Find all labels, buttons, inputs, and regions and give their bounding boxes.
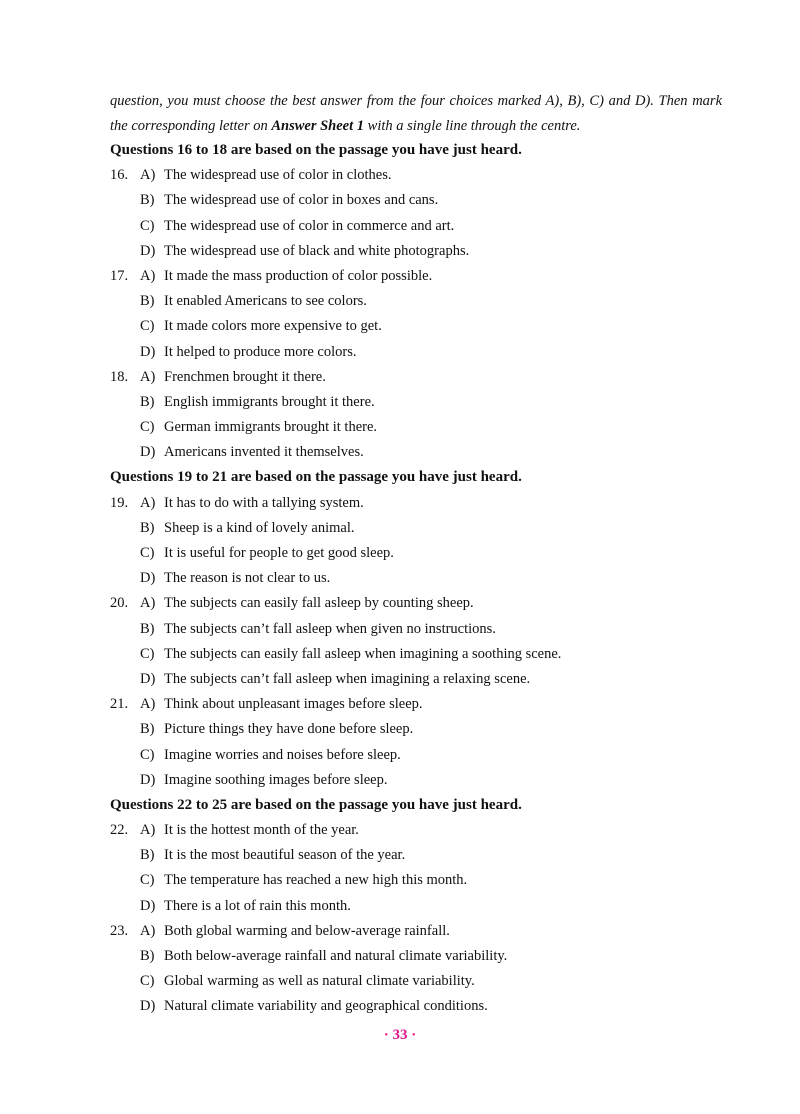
- option-d: [110, 768, 722, 793]
- question-21: [110, 692, 722, 717]
- option-letter: B): [140, 721, 155, 738]
- option-text: Frenchmen brought it there.: [164, 368, 326, 385]
- option-c: [110, 969, 722, 994]
- option-letter: B): [140, 519, 155, 536]
- section-heading: Questions 16 to 18 are based on the passage you have just heard.: [110, 142, 522, 158]
- section-heading: Questions 22 to 25 are based on the passage you have just heard.: [110, 796, 522, 813]
- option-text: Natural climate variability and geographical conditions.: [164, 998, 488, 1015]
- answer-sheet-ref: Answer Sheet 1: [271, 118, 365, 134]
- option-d: [110, 440, 722, 465]
- option-c: [110, 743, 722, 768]
- option-c: [110, 868, 722, 893]
- option-letter: D): [140, 570, 156, 587]
- question-number: 19.: [110, 494, 129, 511]
- option-text: There is a lot of rain this month.: [164, 897, 351, 914]
- option-letter: D): [140, 998, 156, 1015]
- option-b: [110, 188, 722, 213]
- question-number: 21.: [110, 696, 129, 713]
- option-text: German immigrants brought it there.: [164, 419, 378, 436]
- option-text: Americans invented it themselves.: [164, 444, 364, 461]
- option-d: [110, 667, 722, 692]
- option-d: [110, 894, 722, 919]
- option-d: [110, 239, 722, 264]
- option-letter: A): [140, 696, 156, 713]
- option-letter: A): [140, 822, 156, 839]
- option-letter: A): [140, 267, 156, 284]
- option-text: Picture things they have done before sleep.: [164, 721, 414, 738]
- option-text: It is the hottest month of the year.: [164, 822, 359, 839]
- option-a: [140, 919, 450, 944]
- option-b: [110, 717, 722, 742]
- option-text: English immigrants brought it there.: [164, 393, 375, 410]
- option-c: [110, 214, 722, 239]
- option-text: Imagine soothing images before sleep.: [164, 771, 388, 788]
- option-a: [140, 818, 359, 843]
- question-23: [110, 919, 722, 944]
- option-text: The subjects can easily fall asleep when imagining a soothing scene.: [164, 645, 562, 662]
- option-b: [110, 390, 722, 415]
- option-letter: C): [140, 217, 155, 234]
- option-letter: C): [140, 746, 155, 763]
- option-letter: B): [140, 393, 155, 410]
- option-text: It is useful for people to get good sleep.: [164, 545, 394, 561]
- question-number: 22.: [110, 822, 129, 839]
- question-18: [110, 365, 722, 390]
- option-letter: C): [140, 872, 155, 889]
- option-text: The temperature has reached a new high this month.: [164, 872, 468, 889]
- option-letter: D): [140, 670, 156, 687]
- option-letter: C): [140, 419, 155, 436]
- option-letter: A): [140, 595, 156, 612]
- option-a: [140, 264, 432, 289]
- option-letter: B): [140, 948, 155, 964]
- option-text: The subjects can’t fall asleep when given no instructions.: [164, 620, 496, 637]
- option-letter: A): [140, 494, 156, 511]
- option-text: It is the most beautiful season of the year.: [164, 847, 406, 864]
- option-text: The widespread use of color in commerce and art.: [164, 217, 455, 234]
- question-19: [110, 491, 722, 516]
- question-number: 17.: [110, 267, 129, 284]
- questions-content: [110, 138, 722, 1020]
- question-17: [110, 264, 722, 289]
- option-b: [110, 617, 722, 642]
- option-text: It made colors more expensive to get.: [164, 318, 382, 335]
- option-d: [110, 340, 722, 365]
- option-d: [110, 566, 722, 591]
- section-heading: Questions 19 to 21 are based on the passage you have just heard.: [110, 469, 522, 486]
- option-text: The widespread use of color in boxes and cans.: [164, 192, 439, 209]
- option-text: The reason is not clear to us.: [164, 570, 331, 587]
- option-b: [110, 843, 722, 868]
- instructions-text-end: with a single line through the centre.: [364, 118, 581, 134]
- option-text: Both global warming and below-average rainfall.: [164, 922, 450, 939]
- option-text: The widespread use of color in clothes.: [164, 167, 392, 184]
- question-20: [110, 591, 722, 616]
- option-text: Both below-average rainfall and natural climate variability.: [164, 948, 508, 964]
- option-c: [110, 415, 722, 440]
- option-a: [140, 692, 423, 717]
- option-letter: C): [140, 545, 155, 561]
- option-text: Think about unpleasant images before sleep.: [164, 696, 423, 713]
- option-a: [140, 591, 474, 616]
- option-b: [110, 944, 722, 969]
- option-text: Sheep is a kind of lovely animal.: [164, 519, 355, 536]
- option-text: The subjects can’t fall asleep when imagining a relaxing scene.: [164, 670, 531, 687]
- instructions-text: question, you must choose the best answer from the four choices marked A), B), C) and D). Then mark the corresponding letter on: [110, 93, 722, 134]
- question-number: 23.: [110, 922, 129, 939]
- option-letter: D): [140, 897, 156, 914]
- option-letter: C): [140, 645, 155, 662]
- option-letter: D): [140, 343, 156, 360]
- option-text: It helped to produce more colors.: [164, 343, 357, 360]
- option-text: Global warming as well as natural climate variability.: [164, 973, 475, 990]
- option-letter: A): [140, 368, 156, 385]
- question-number: 16.: [110, 167, 129, 184]
- option-text: The subjects can easily fall asleep by counting sheep.: [164, 595, 474, 612]
- option-letter: C): [140, 973, 155, 990]
- option-text: It enabled Americans to see colors.: [164, 293, 367, 310]
- option-a: [140, 163, 392, 188]
- option-text: Imagine worries and noises before sleep.: [164, 746, 401, 763]
- option-text: It made the mass production of color possible.: [164, 267, 433, 284]
- option-letter: D): [140, 771, 156, 788]
- option-c: [110, 541, 722, 566]
- option-d: [110, 994, 722, 1019]
- option-letter: A): [140, 922, 156, 939]
- option-letter: C): [140, 318, 155, 335]
- question-16: [110, 163, 722, 188]
- option-letter: A): [140, 167, 156, 184]
- option-b: [110, 516, 722, 541]
- option-b: [110, 289, 722, 314]
- option-letter: B): [140, 620, 155, 637]
- option-letter: B): [140, 847, 155, 864]
- option-a: [140, 491, 364, 516]
- option-text: The widespread use of black and white photographs.: [164, 242, 470, 259]
- option-letter: D): [140, 444, 156, 461]
- option-letter: B): [140, 293, 155, 310]
- option-letter: B): [140, 192, 155, 209]
- question-number: 20.: [110, 595, 129, 612]
- option-text: It has to do with a tallying system.: [164, 494, 364, 511]
- option-c: [110, 642, 722, 667]
- option-c: [110, 314, 722, 339]
- question-22: [110, 818, 722, 843]
- option-letter: D): [140, 242, 156, 259]
- instructions: [110, 89, 722, 139]
- option-a: [140, 365, 326, 390]
- question-number: 18.: [110, 368, 129, 385]
- page-number: · 33 ·: [383, 1027, 417, 1043]
